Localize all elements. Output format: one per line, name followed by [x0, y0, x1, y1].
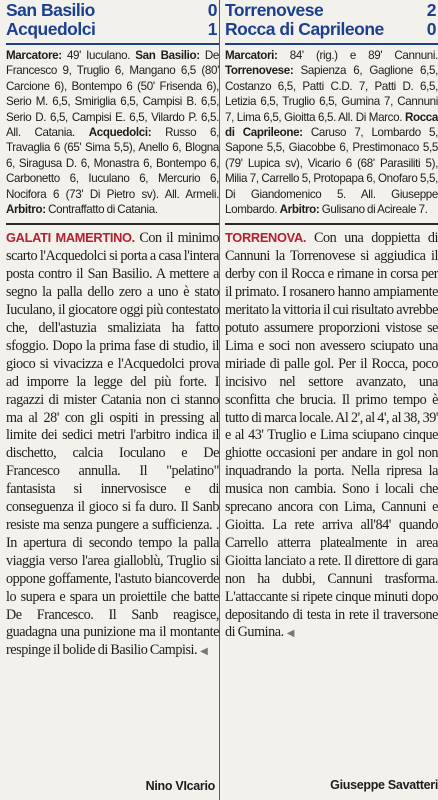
referee-label: Arbitro:: [279, 203, 320, 217]
referee-text: Gulisano di Acireale 7.: [319, 203, 428, 217]
away-team-score: 1: [207, 19, 217, 39]
referee-label: Arbitro:: [6, 203, 46, 217]
home-team-score-row: [225, 1, 438, 20]
home-team-name: San Basilio: [6, 0, 95, 20]
byline: Nino VIcario: [145, 779, 215, 793]
scorers-label: Marcatori:: [225, 49, 278, 62]
scorers-text: 49' Iuculano.: [61, 49, 136, 62]
article-divider: [6, 223, 219, 225]
team2-lineup: Caruso 7, Lombardo 5, Sapone 5,5, Giacobbe 6, Prestimonaco 5,5 (79' Lupica sv), Vicario 6 (68' Parasiliti 5), Milia 7, Carrello 5, Protopapa 6, Onofaro 5,5, Di Giandomenico 5. All. Giuseppe Lombardo.: [225, 126, 438, 217]
team2-label: Rocca di Caprileone:: [225, 110, 438, 140]
team1-label: San Basilio:: [135, 49, 200, 62]
triangle-left-icon: ◀: [200, 646, 208, 658]
article-body: Con una doppietta di Cannuni la Torrenovese si aggiudica il derby con il Rocca e rimane in corsa per il primato. I rosanero hanno ampiamente meritato la vittoria il cui risultato avrebbe potuto assumere proporzioni vistose se Lima e soci non avessero sciupato una miriade di palle gol. Per il Rocca, poco incisivo nel settore avanzato, una sconfitta che brucia. Il primo tempo è tutto di marca locale. Al 2', al 4', al 38, 39' e al 43' Truglio e Lima sciupano cinque ghiotte occasioni per andare in gol non inquadrando la porta. Nella ripresa la musica non cambia. Sono i locali che sprecano ancora con Lima, Cannuni e Gioitta. La rete arriva all'84' quando Carrello atterra platealmente in area Gioitta lanciato a rete. Il direttore di gara non ha dubbi, Cannuni trasforma. L'attaccante si ripete cinque minuti dopo depositando di testa in rete il traversone di Gumina.: [225, 230, 438, 641]
byline: Giuseppe Savatteri: [330, 778, 438, 792]
home-team-score: 0: [207, 0, 217, 20]
away-team-score-row: [6, 20, 219, 39]
team1-lineup: De Francesco 9, Truglio 6, Mangano 6,5 (80' Carcione 6), Bontempo 6 (50' Frisenda 6), Serio M. 6,5, Smiriglia 6,5, Campisi B. 6,5, Serio D. 6,5, Campisi E. 6,5, Vilardo P. 6,5. All. Catania.: [6, 49, 219, 140]
scorers-text: 84' (rig.) e 89' Cannuni.: [277, 49, 438, 62]
team2-lineup: Russo 6, Travaglia 6 (65' Sima 5,5), Anello 6, Blogna 6, Siragusa D. 6, Monastra 6, Bontempo 6, Carbonetto 6, Iuculano 6, Mercurio 6, Nocifora 6 (73' Di Pietro sv). All. Armeli.: [6, 126, 219, 201]
match-report: [6, 229, 219, 661]
score-divider: [225, 43, 438, 45]
match-column-torrenovese: [225, 0, 438, 792]
article-body: Con il minimo scarto l'Acquedolci si porta a casa l'intera posta contro il San Basilio. A mettere a segno la palla dello zero a uno è stato Iuculano, il giocatore oggi più contestato che, dell'astuzia smaliziata ha fatto sfoggio. Dopo la prima fase di studio, il gioco si vivacizza e l'Acquedolci prova ad imporre la legge del più forte. I ragazzi di mister Catania non ci stanno ma al 28' con gli ospiti in pressing al limite dei sedici metri l'arbitro indica il dischetto, calcia Ioculano e De Francesco annulla. Il "pelatino" fantasista si innervosisce e di conseguenza il gioco si fa duro. Il Sanb resiste ma senza pungere a sufficienza. . In apertura di secondo tempo la palla viaggia verso l'area gialloblù, Truglio si oppone goffamente, l'astuto biancoverde lo supera e spara un proiettile che batte De Francesco. Il Sanb reagisce, guadagna una punizione ma il montante respinge il bolide di Basilio Campisi.: [6, 230, 220, 659]
away-team-name: Rocca di Caprileone: [225, 19, 384, 39]
scorers-label: Marcatore:: [6, 49, 62, 62]
match-sheet: [225, 48, 438, 217]
article-lead: TORRENOVA.: [225, 230, 307, 246]
team1-lineup: Sapienza 6, Gaglione 6,5, Costanzo 6,5, Patti C.D. 7, Patti D. 6,5, Letizia 6,5, Truglio 6,5, Gumina 7, Cannuni 7, Lima 6,5, Gioitta 6,5. All. Di Marco.: [225, 64, 438, 124]
referee-text: Contraffatto di Catania.: [45, 203, 158, 217]
away-team-score-row: [225, 20, 438, 39]
away-team-score: 0: [426, 19, 436, 39]
match-report: [225, 229, 438, 643]
match-column-san-basilio: [6, 0, 220, 793]
home-team-score: 2: [426, 0, 436, 20]
home-team-name: Torrenovese: [225, 0, 324, 20]
triangle-left-icon: ◀: [286, 628, 294, 640]
team1-label: Torrenovese:: [225, 64, 294, 78]
away-team-name: Acquedolci: [6, 19, 96, 39]
column-divider: [219, 0, 220, 800]
team2-label: Acquedolci:: [88, 126, 152, 140]
article-lead: GALATI MAMERTINO.: [6, 230, 135, 246]
match-sheet: [6, 48, 219, 217]
score-divider: [6, 43, 219, 45]
home-team-score-row: [6, 1, 219, 20]
article-divider: [225, 223, 438, 225]
